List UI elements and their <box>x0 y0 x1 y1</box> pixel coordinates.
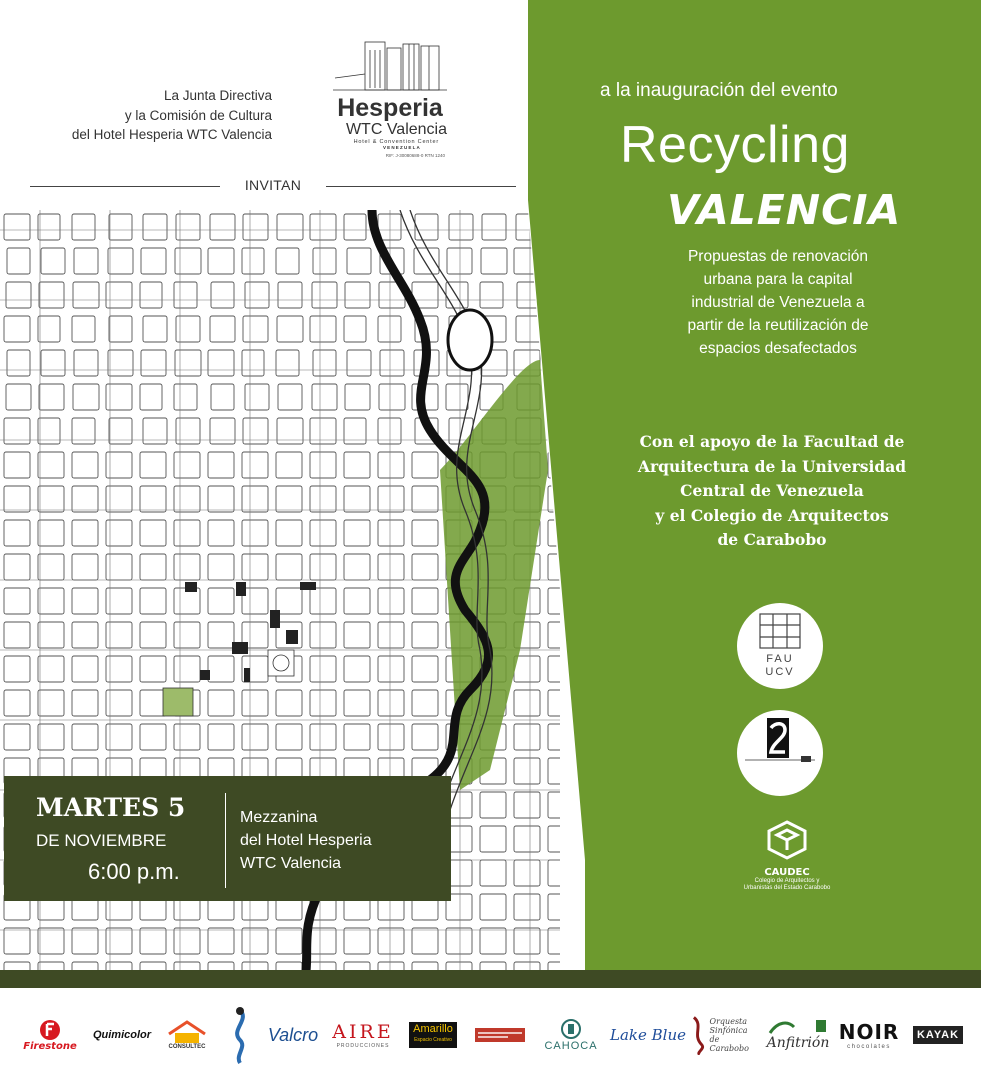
noir-subtitle: chocolates <box>847 1044 891 1050</box>
sponsor-firestone <box>18 995 82 1075</box>
description-line: partir de la reutilización de <box>687 317 869 334</box>
divider-right <box>326 186 516 187</box>
invite-row <box>30 176 516 198</box>
invite-word: INVITAN <box>244 177 302 193</box>
sponsor-kayak <box>906 995 970 1075</box>
event-title-line1: Recycling <box>620 116 850 174</box>
event-title-line2: VALENCIA <box>667 186 902 234</box>
event-subtitle: a la inauguración del evento <box>600 80 838 101</box>
sponsor-quimicolor <box>90 995 154 1075</box>
support-line: y el Colegio de Arquitectos <box>655 505 889 525</box>
venue-line: del Hotel Hesperia <box>240 832 372 849</box>
caudec-subtitle: Urbanistas del Estado Carabobo <box>743 885 831 891</box>
logo-subname: WTC Valencia <box>345 121 447 138</box>
logo-name: Hesperia <box>337 94 443 122</box>
sponsor-dancer-logo <box>222 995 258 1075</box>
sponsor-lake-blue <box>610 995 686 1075</box>
event-time: 6:00 p.m. <box>88 859 180 884</box>
number-two-icon <box>737 710 823 796</box>
consultec-text: CONSULTEC <box>168 1044 206 1050</box>
kayak-text: KAYAK <box>913 1026 963 1044</box>
support-statement <box>592 430 952 553</box>
logo-country: VENEZUELA <box>382 145 421 150</box>
caudec-cube-icon <box>765 820 809 860</box>
support-line: de Carabobo <box>717 530 827 549</box>
dancer-icon <box>225 1005 255 1065</box>
cahoca-text: CAHOCA <box>544 1040 598 1052</box>
anfitrion-leaf-icon <box>768 1019 828 1035</box>
firestone-text: Firestone <box>23 1040 77 1052</box>
description-line: espacios desafectados <box>699 340 857 357</box>
header-invitation-lines <box>20 86 272 145</box>
venue-line: Mezzanina <box>240 809 318 826</box>
sponsor-consultec <box>160 995 214 1075</box>
caudec-logo <box>722 820 852 900</box>
sponsor-orquesta <box>690 995 760 1075</box>
logo-tagline: Hotel & Convention Center <box>353 139 439 145</box>
hesperia-logo <box>325 40 455 170</box>
colegio-arquitectos-logo <box>737 710 823 796</box>
event-month: DE NOVIEMBRE <box>36 831 167 850</box>
event-venue <box>240 806 372 875</box>
orquesta-text: Sinfónica <box>709 1026 748 1035</box>
aire-subtitle: PRODUCCIONES <box>336 1043 390 1049</box>
lakeblue-text: Lake Blue <box>610 1026 686 1044</box>
sponsor-strip <box>0 995 981 1075</box>
sponsor-amarillo <box>403 995 463 1075</box>
venue-line: WTC Valencia <box>240 855 342 872</box>
sponsor-red-badge <box>470 995 530 1075</box>
building-icon <box>325 40 455 100</box>
caudec-subtitle: Colegio de Arquitectos y <box>754 878 820 884</box>
house-icon <box>167 1020 207 1044</box>
description-line: Propuestas de renovación <box>687 248 869 265</box>
fau-grid-icon <box>759 613 801 649</box>
amarillo-text: Amarillo <box>413 1023 453 1035</box>
divider-left <box>30 186 220 187</box>
sponsor-noir <box>836 995 902 1075</box>
logo-rif: RIF: J-30080688-0 RTN 1240 <box>385 153 445 158</box>
valcro-text: Valcro <box>267 1024 319 1045</box>
description-line: urbana para la capital <box>703 271 853 288</box>
orquesta-wave-icon <box>690 1015 708 1055</box>
fau-text: FAU <box>766 653 794 665</box>
cahoca-emblem-icon <box>560 1018 582 1040</box>
quimicolor-text: Quimicolor <box>92 1029 152 1041</box>
footer-bar <box>0 970 981 988</box>
orquesta-text: de Carabobo <box>709 1035 749 1053</box>
header-line: del Hotel Hesperia WTC Valencia <box>71 127 272 142</box>
orquesta-text: Orquesta <box>709 1017 748 1026</box>
support-line: Con el apoyo de la Facultad de <box>639 432 905 451</box>
event-description <box>640 245 916 360</box>
fau-ucv-logo <box>737 603 823 689</box>
sponsor-valcro <box>264 995 322 1075</box>
support-line: Arquitectura de la Universidad <box>637 456 907 476</box>
sponsor-cahoca <box>538 995 604 1075</box>
noir-text: NOIR <box>838 1020 900 1044</box>
header-line: La Junta Directiva <box>163 88 272 103</box>
ucv-text: UCV <box>765 666 795 678</box>
venue-separator <box>225 793 226 888</box>
aire-text: AIRE <box>332 1021 394 1043</box>
anfitrion-text: Anfitrión <box>766 1035 830 1051</box>
red-badge-icon <box>475 1028 525 1042</box>
amarillo-subtitle: Espacio Creativo <box>414 1037 452 1043</box>
event-day: MARTES 5 <box>36 793 186 822</box>
description-line: industrial de Venezuela a <box>691 294 865 311</box>
firestone-f-icon <box>39 1019 61 1041</box>
sponsor-aire <box>330 995 396 1075</box>
header-line: y la Comisión de Cultura <box>124 107 272 123</box>
support-line: Central de Venezuela <box>680 481 864 500</box>
sponsor-anfitrion <box>764 995 832 1075</box>
caudec-name: CAUDEC <box>764 867 810 878</box>
